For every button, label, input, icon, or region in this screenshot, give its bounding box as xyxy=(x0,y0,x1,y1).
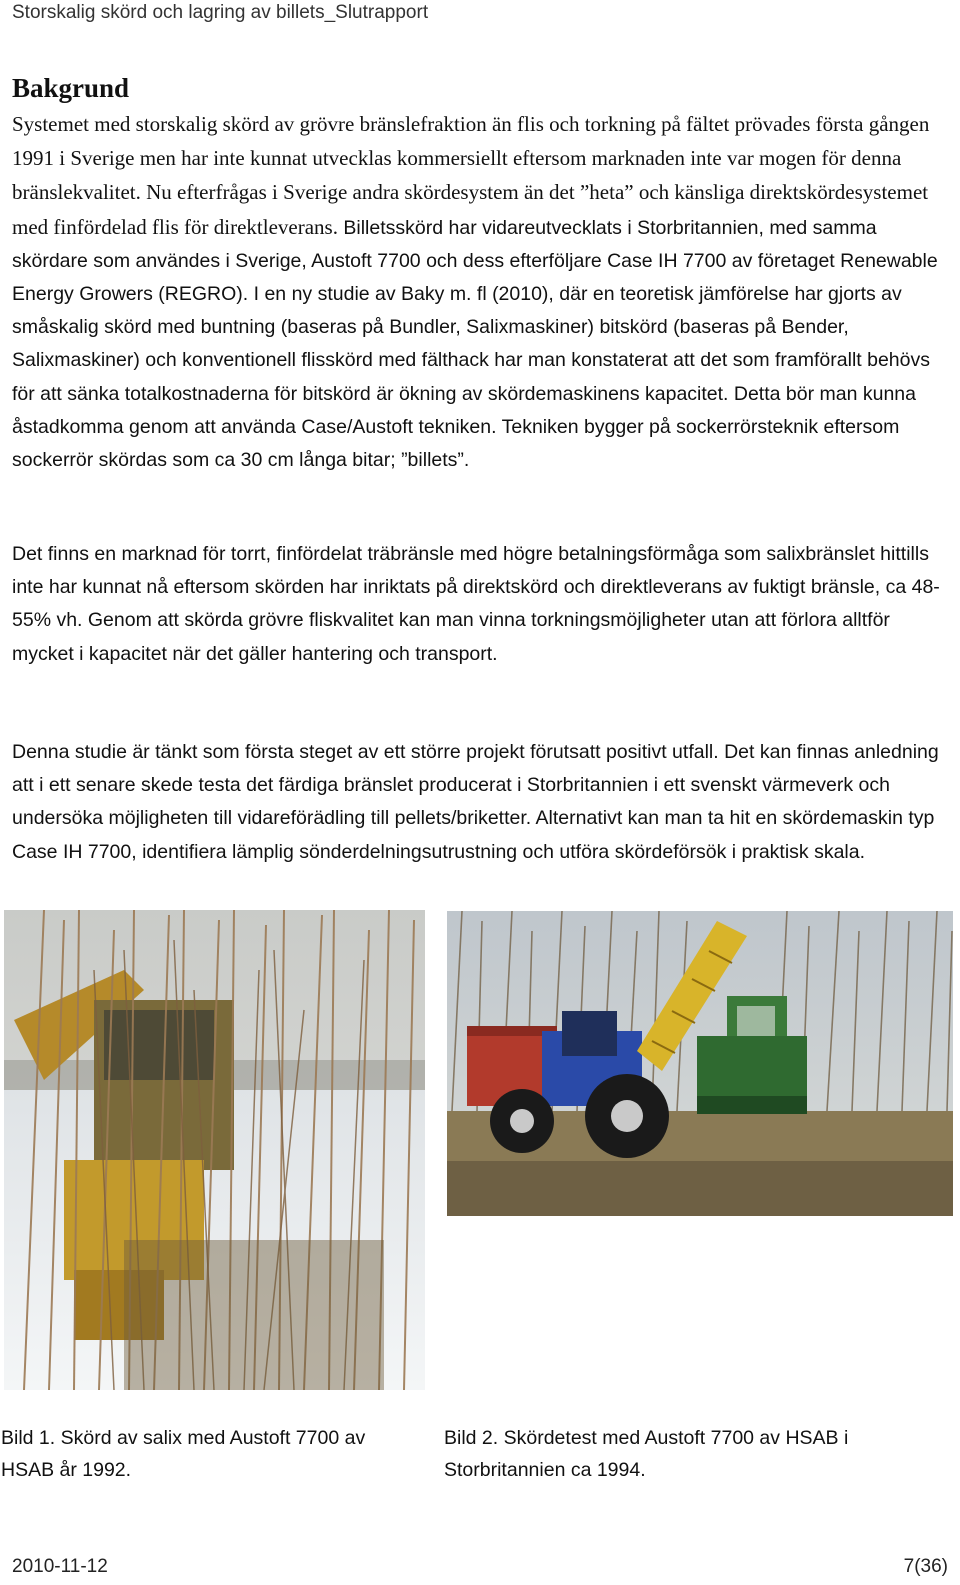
section-heading: Bakgrund xyxy=(12,73,130,103)
paragraph-serif-part: Systemet med storskalig skörd av grövre bränslefraktion än flis och torkning på fältet prövades första gången 1991 i Sverige men har inte kunnat utvecklas kommersiellt eftersom marknaden inte var mogen för denna bränslekvalitet. Nu efterfrågas i Sverige andra skördesystem än det ”heta” och känsliga direktskördesystemet med finfördelad flis för direktleverans. xyxy=(12,112,930,239)
figure-caption-1: Bild 1. Skörd av salix med Austoft 7700 av HSAB år 1992. xyxy=(1,1427,366,1481)
paragraph-sans-part: Billetsskörd har vidareutvecklats i Storbritannien, med samma skördare som användes i Sverige, Austoft 7700 och dess efterföljare Case IH 7700 av företaget Renewable Energy Growers (REGRO). I en ny studie av Baky m. fl (2010), där en teoretisk jämförelse har gjorts av småskalig skörd med buntning (baseras på Bundler, Salixmaskiner) bitskörd (baseras på Bender, Salixmaskiner) och konventionell flisskörd med fälthack har man konstaterat att det som framförallt behövs för att sänka totalkostnaderna för bitskörd är ökning av skördemaskinens kapacitet. Detta bör man kunna åstadkomma genom att använda Case/Austoft tekniken. Tekniken bygger på sockerrörsteknik eftersom sockerrör skördas som ca 30 cm långa bitar; ”billets”. xyxy=(12,216,938,472)
photo-harvest-winter xyxy=(4,910,425,1390)
paragraph-background-2: Det finns en marknad för torrt, finfördelat träbränsle med högre betalningsförmåga som salixbränslet hittills inte har kunnat nå eftersom skörden har inriktats på direktskörd och direktleverans av fuktigt bränsle, ca 48-55% vh. Genom att skörda grövre fliskvalitet kan man vinna torkningsmöjligheter utan att förlora alltför mycket i kapacitet när det gäller hantering och transport. xyxy=(12,543,940,665)
photo-harvest-test xyxy=(447,911,953,1216)
figure-caption-2: Bild 2. Skördetest med Austoft 7700 av HSAB i Storbritannien ca 1994. xyxy=(444,1427,849,1481)
page-number: 7(36) xyxy=(903,1556,948,1577)
paragraph-background-3: Denna studie är tänkt som första steget av ett större projekt förutsatt positivt utfall. Det kan finnas anledning att i ett senare skede testa det färdiga bränslet producerat i Storbritannien i ett svenskt värmeverk och undersöka möjligheten till vidareförädling till pellets/briketter. Alternativt kan man ta hit en skördemaskin typ Case IH 7700, identifiera lämplig sönderdelningsutrustning och utföra skördeförsök i praktisk skala. xyxy=(12,741,939,863)
document-header: Storskalig skörd och lagring av billets_Slutrapport xyxy=(12,2,429,23)
footer-date: 2010-11-12 xyxy=(12,1556,108,1577)
paragraph-background-1 xyxy=(12,108,952,477)
photo-harvest-test-image xyxy=(447,911,953,1216)
photo-harvest-winter-image xyxy=(4,910,425,1390)
